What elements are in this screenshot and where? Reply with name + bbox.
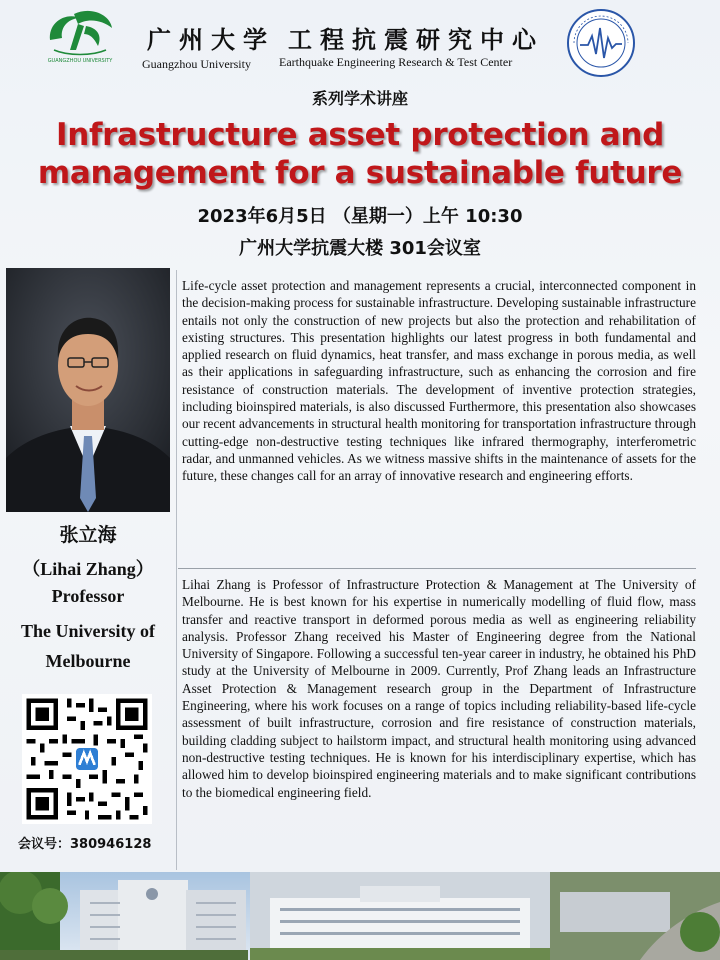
campus-photo-strip [0,872,720,960]
abstract-text: Life-cycle asset protection and management represents a crucial, interconnected component in the decision-making process for sustainable infrastructure. Developing sustainable infrastructure entails not only the construction of new projects but also the protection and rehabilitation of existing structures. This presentation highlights our latest progress in both fundamental and applied research on fluid dynamics, heat transfer, and mass exchange in porous media, as well as their applications in safeguarding infrastructure, such as enhancing the corrosion and fire resistance of construction materials. The development of inventive protection strategies, including bioinspired materials, is also discussed Furthermore, this presentation also showcases our recent advancements in structural health monitoring for transportation infrastructure through cutting-edge non-destructive testing techniques like infrared thermography, interferometric radar, and unmanned vehicles. As we witness massive shifts in the maintenance of assets for the future, these changes call for an array of innovative research and engineering efforts. [182,278,696,484]
center-name-cn: 工程抗震研究中心 [288,25,544,54]
speaker-name-en: （Lihai Zhang） [22,559,154,579]
center-name-en: Earthquake Engineering Research & Test Center [279,55,513,69]
poster-header [0,0,720,90]
speaker-title: Professor [51,586,125,606]
column-divider [176,270,177,870]
speaker-name-cn: 张立海 [59,524,117,546]
earthquake-center-seal-icon [566,8,636,78]
section-divider [178,568,696,569]
speaker-photo [6,268,170,512]
guangzhou-university-logo [40,6,120,64]
lecture-date: 2023年6月5日 （星期一）上午 10:30 [197,206,523,227]
lecture-venue: 广州大学抗震大楼 301会议室 [239,238,481,259]
lecture-series-label: 系列学术讲座 [311,89,408,108]
meeting-id: 会议号：380946128 [18,837,152,852]
lecture-title: Infrastructure asset protection and management for a sustainable future [37,117,683,191]
logo-ring-text: GUANGZHOU UNIVERSITY [47,58,113,64]
meeting-qr-code[interactable] [22,694,152,824]
speaker-affiliation: The University of Melbourne [21,621,155,671]
university-name-en: Guangzhou University [142,57,251,71]
speaker-bio: Lihai Zhang is Professor of Infrastructure Protection & Management at The University of Melbourne. He is best known for his expertise in numerically modelling of fluid flow, mass transfer and reactive transport in deformed porous media as well as engineering reliability analysis. Professor Zhang received his Master of Engineering degree from the National University of Singapore. Following a successful ten-year career in industry, he obtained his PhD study at the University of Melbourne in 2009. Currently, Prof Zhang leads an Infrastructure Asset Protection & Management research group in the Department of Infrastructure Engineering, where his work focuses on a range of topics including reliability-based life-cycle assessment of built infrastructure, corrosion and fire resistance of construction materials, building cladding subject to hailstorm impact, and structural health monitoring using advanced non-destructive testing techniques. He is known for his interdisciplinary expertise, which has allowed him to develop bioinspired engineering materials and to make significant contributions to the biomedical engineering field. [182,577,696,800]
university-name-cn: 广州大学 [147,25,275,54]
